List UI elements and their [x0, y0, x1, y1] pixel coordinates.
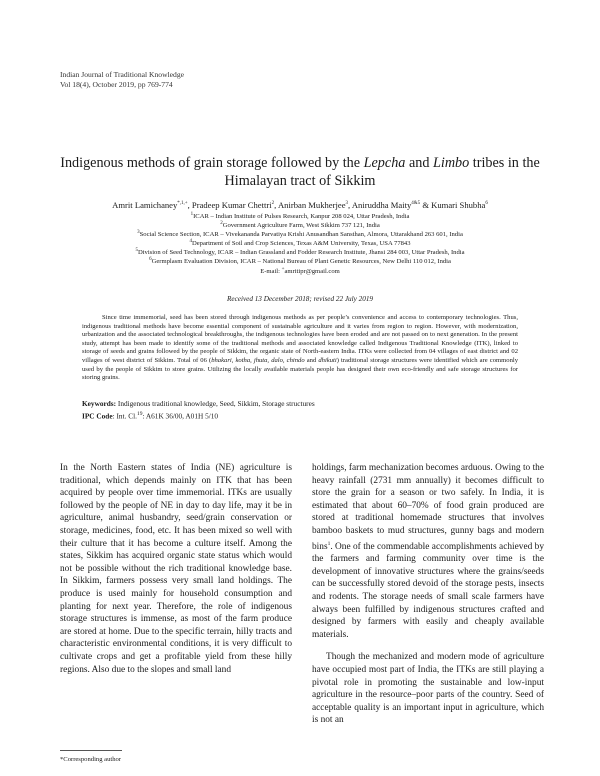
body-column-right — [312, 462, 544, 727]
article-title: Indigenous methods of grain storage followed by the Lepcha and Limbo tribes in the Himalayan tract of Sikkim — [60, 155, 540, 189]
received-dates: Received 13 December 2018; revised 22 July 2019 — [226, 295, 374, 303]
affiliation: $^3$Social Science Section, ICAR – Vivekananda Parvatiya Krishi Anusandhan Sansthan, Almora, Uttarakhand 263 601, India — [137, 230, 463, 239]
email-line: E-mail: +amritipr@gmail.com — [260, 266, 340, 275]
citation-ref[interactable]: 1 — [327, 540, 331, 547]
corresponding-author-note: *Corresponding author — [60, 756, 121, 763]
author: Aniruddha Maity$^{4\&5}$ & — [351, 200, 432, 210]
abstract: Since time immemorial, seed has been stored through indigenous methods as per people’s convenience and access to contemporary technologies. Thus, indigenous traditional methods have become essential component of sustainable agriculture and it varies from region to region. However, with modernization, urbanization and the associated technological breakthroughs, the indigenous technologies have been eroded and are not passed on to next generation. In the present study, attempt has been made to identify some of the traditional methods and associated knowledge called Indigenous Traditional Knowledge (ITK), linked to storage of seeds and grains followed by the people of Sikkim, the organic state of North-eastern India. ITKs were collected from 04 villages of east district and 02 villages of west district of Sikkim. Total of 06 (bhakari, kotha, jhuta, dalo, chindo and dhikuti) traditional storage structures were identified which are commonly used by the people of Sikkim to store grains. Utilizing the locally available materials people has designed their own eco-friendly and safe storage structures for storing grains. — [82, 314, 518, 382]
body-paragraph: holdings, farm mechanization becomes arduous. Owing to the heavy rainfall (2731 mm annually) it becomes difficult to store the grain for a season or two safely. In India, it is estimated that about 60–70% of food grain produced are stored at traditional homemade structures that involves bamboo baskets to mud structures, gunny bags and modern bins$^1$. One of the commendable accomplishments achieved by the farmers and farming community over time is the development of innovative structures where the grains/seeds can be successfully stored devoid of the storage pests, insects and rodents. The storage needs of small scale farmers have always been fulfilled by indigenous structures crafted and designed by farmers with easily and cheaply available materials. — [312, 463, 544, 640]
affiliation: $^5$Division of Seed Technology, ICAR – Indian Grassland and Fodder Research Institute, Jhansi 284 003, Uttar Pradesh, India — [135, 248, 465, 257]
email-address[interactable]: amritipr@gmail.com — [284, 267, 340, 275]
journal-header — [60, 70, 184, 90]
author: Anirban Mukherjee$^3$, — [277, 200, 352, 210]
ipc-code-line: IPC Code: Int. Cl.$^{19}$: A61K 36/00, A01H 5/10 — [82, 411, 219, 421]
body-paragraph: In the North Eastern states of India (NE) agriculture is traditional, which depends mainly on ITK that has been acquired by people over time immemorial. ITKs are usually followed by the people of NE in day to day life, may it be in agriculture, animal husbandry, seed/grain conservation or storage, medicines, food, etc. It has been mixed so well with their culture that it has become a culture itself. Among the states, Sikkim has acquired organic state status which would not be possible without the rich traditional knowledge base. In Sikkim, farmers possess very small land holdings. The produce is used mainly for household consumption and planting for next year. Therefore, the role of indigenous storage structures is immense, as most of the farm produce are stored at home. Due to the specific terrain, hilly tracts and characteristic environmental conditions, it is very difficult to cultivate crops and get a profitable yield from these hilly regions. Also due to the slopes and small land — [60, 463, 292, 675]
footnote-divider — [60, 750, 122, 751]
author: Amrit Lamichaney$^{*,1,+}$, — [112, 200, 192, 210]
body-paragraph: Though the mechanized and modern mode of agriculture have occupied most part of India, the ITKs are still playing a pivotal role in promoting the sustainable and low-input agriculture in the resource–poor parts of the country. Seed of acceptable quality is an important input in agriculture, which is not an — [312, 652, 544, 726]
tribe-name-lepcha: Lepcha — [363, 155, 406, 171]
affiliation: $^4$Department of Soil and Crop Sciences, Texas A&M University, Texas, USA 77843 — [189, 239, 411, 248]
affiliation: $^6$Germplasm Evaluation Division, ICAR – National Bureau of Plant Genetic Resources, New Delhi 110 012, India — [149, 257, 451, 266]
author: Pradeep Kumar Chettri$^2$, — [191, 200, 278, 210]
journal-name: Indian Journal of Traditional Knowledge — [60, 70, 185, 79]
tribe-name-limbo: Limbo — [432, 155, 470, 171]
affiliation: $^1$ICAR – Indian Institute of Pulses Research, Kanpur 208 024, Uttar Pradesh, India — [190, 211, 410, 220]
affiliation: $^2$Government Agriculture Farm, West Sikkim 737 121, India — [220, 220, 380, 230]
keywords-block — [82, 398, 518, 421]
affiliations — [60, 212, 540, 276]
keywords-line: Keywords: Indigenous traditional knowledge, Seed, Sikkim, Storage structures — [82, 399, 315, 408]
author-list — [70, 200, 530, 211]
body-column-left — [60, 462, 292, 676]
author: Kumari Shubha$^6$ — [431, 200, 488, 210]
journal-volume: Vol 18(4), October 2019, pp 769-774 — [60, 80, 173, 89]
